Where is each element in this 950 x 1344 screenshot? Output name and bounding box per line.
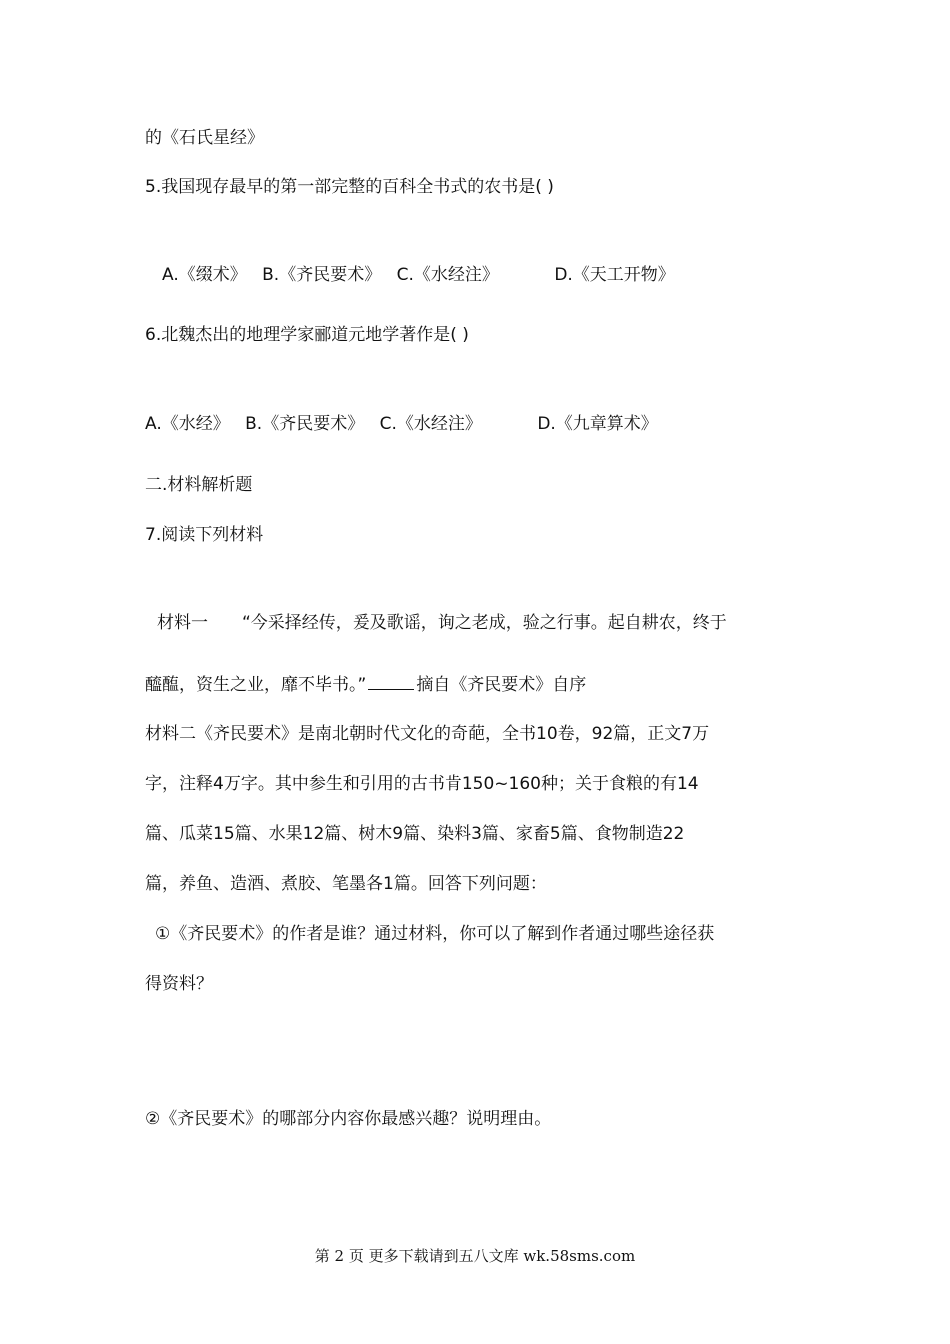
material-2-line-2: 字，注释4万字。其中参生和引用的古书肯150~160种；关于食粮的有14 xyxy=(145,774,699,794)
section-heading: 二.材料解析题 xyxy=(145,475,253,495)
question-6-options xyxy=(145,413,658,435)
question-6: 6.北魏杰出的地理学家郦道元地学著作是( ) xyxy=(145,325,469,345)
material-1-line-1: 材料一 “今采择经传，爰及歌谣，询之老成，验之行事。起自耕农，终于 xyxy=(157,613,727,633)
text-line: 的《石氏星经》 xyxy=(145,128,264,148)
sub-question-1-line-1: ①《齐民要术》的作者是谁？通过材料，你可以了解到作者通过哪些途径获 xyxy=(155,924,715,944)
option-a: A.《水经》 xyxy=(145,414,230,434)
page-footer: 第 2 页 更多下载请到五八文库 wk.58sms.com xyxy=(314,1247,636,1265)
option-a: A.《缀术》 xyxy=(162,265,247,285)
option-b: B.《齐民要术》 xyxy=(245,414,365,434)
material-2-line-4: 篇，养鱼、造酒、煮胶、笔墨各1篇。回答下列问题： xyxy=(145,874,547,894)
material-2-line-1: 材料二《齐民要术》是南北朝时代文化的奇葩，全书10卷，92篇，正文7万 xyxy=(145,724,710,744)
question-7: 7.阅读下列材料 xyxy=(145,525,264,545)
blank-line xyxy=(368,673,414,690)
material-1-line-2 xyxy=(145,673,586,696)
question-5: 5.我国现存最早的第一部完整的百科全书式的农书是( ) xyxy=(145,177,554,197)
option-d: D.《九章算术》 xyxy=(537,414,658,434)
source-citation: 摘自《齐民要术》自序 xyxy=(416,675,587,695)
quote-end: 醯醢，资生之业，靡不毕书。” xyxy=(145,675,367,695)
question-5-options xyxy=(162,264,675,286)
sub-question-2: ②《齐民要术》的哪部分内容你最感兴趣？说明理由。 xyxy=(145,1109,552,1129)
option-b: B.《齐民要术》 xyxy=(262,265,382,285)
option-c: C.《水经注》 xyxy=(396,265,499,285)
sub-question-1-line-2: 得资料？ xyxy=(145,974,213,994)
option-c: C.《水经注》 xyxy=(379,414,482,434)
option-d: D.《天工开物》 xyxy=(554,265,675,285)
material-2-line-3: 篇、瓜菜15篇、水果12篇、树木9篇、染料3篇、家畜5篇、食物制造22 xyxy=(145,824,685,844)
